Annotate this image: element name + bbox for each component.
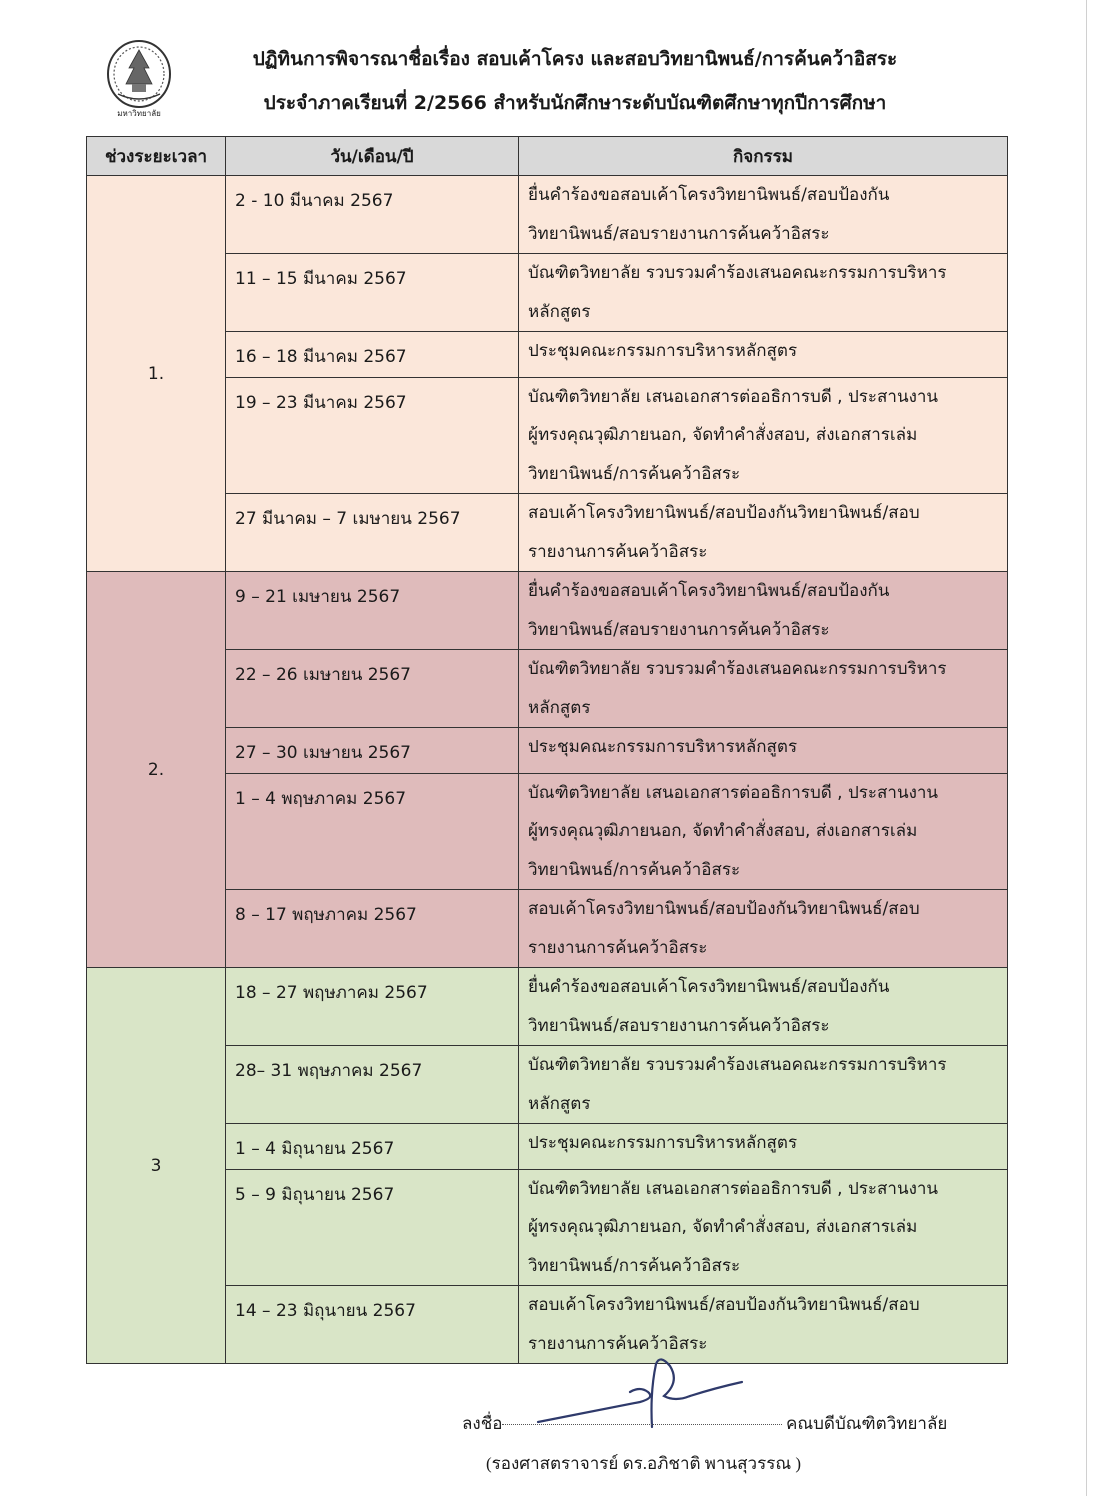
table-header-row [87,137,1008,176]
activity-line: สอบเค้าโครงวิทยานิพนธ์/สอบป้องกันวิทยานิพนธ์/สอบ [528,503,920,523]
date-cell [226,728,519,774]
page-edge [1086,0,1087,1496]
activity-cell [519,650,1008,728]
period-cell: 2. [87,572,226,968]
activity-line: สอบเค้าโครงวิทยานิพนธ์/สอบป้องกันวิทยานิพนธ์/สอบ [528,899,920,919]
activity-line: สอบเค้าโครงวิทยานิพนธ์/สอบป้องกันวิทยานิพนธ์/สอบ [528,1295,920,1315]
activity-cell [519,773,1008,890]
date-text: 27 – 30 เมษายน 2567 [235,743,411,763]
table-row [87,332,1008,378]
date-text: 8 – 17 พฤษภาคม 2567 [235,905,417,925]
column-header-period: ช่วงระยะเวลา [87,137,226,176]
activity-cell [519,1124,1008,1170]
activity-line: บัณฑิตวิทยาลัย เสนอเอกสารต่ออธิการบดี , ประสานงาน [528,1178,939,1199]
activity-line: บัณฑิตวิทยาลัย รวบรวมคำร้องเสนอคณะกรรมการบริหาร [528,1055,947,1075]
activity-line: บัณฑิตวิทยาลัย เสนอเอกสารต่ออธิการบดี , ประสานงาน [528,782,939,803]
activity-line: วิทยานิพนธ์/การค้นคว้าอิสระ [528,1255,741,1276]
column-header-date: วัน/เดือน/ปี [226,137,519,176]
activity-line: ยื่นคำร้องขอสอบเค้าโครงวิทยานิพนธ์/สอบป้องกัน [528,977,890,997]
table-row [87,650,1008,728]
date-cell [226,254,519,332]
date-text: 5 – 9 มิถุนายน 2567 [235,1184,395,1205]
table-row [87,494,1008,572]
activity-line: บัณฑิตวิทยาลัย รวบรวมคำร้องเสนอคณะกรรมการบริหาร [528,659,947,679]
activity-line: วิทยานิพนธ์/สอบรายงานการค้นคว้าอิสระ [528,1015,830,1036]
date-text: 1 – 4 พฤษภาคม 2567 [235,788,407,809]
date-text: 9 – 21 เมษายน 2567 [235,587,401,607]
date-text: 2 - 10 มีนาคม 2567 [235,191,394,211]
table-row [87,968,1008,1046]
activity-line: ประชุมคณะกรรมการบริหารหลักสูตร [528,341,798,361]
schedule-table [86,136,1008,1364]
activity-line: ประชุมคณะกรรมการบริหารหลักสูตร [528,737,798,757]
activity-line: หลักสูตร [528,697,591,718]
activity-line: ยื่นคำร้องขอสอบเค้าโครงวิทยานิพนธ์/สอบป้องกัน [528,581,890,601]
table-row [87,377,1008,494]
activity-line: ผู้ทรงคุณวุฒิภายนอก, จัดทำคำสั่งสอบ, ส่งเอกสารเล่ม [528,425,918,445]
table-row [87,572,1008,650]
activity-line: วิทยานิพนธ์/การค้นคว้าอิสระ [528,859,741,880]
svg-text:มหาวิทยาลัย: มหาวิทยาลัย [117,109,161,118]
signature-dotted-line [502,1424,782,1425]
date-text: 11 – 15 มีนาคม 2567 [235,269,407,289]
date-text: 22 – 26 เมษายน 2567 [235,665,411,685]
activity-cell [519,728,1008,774]
table-row [87,254,1008,332]
activity-line: บัณฑิตวิทยาลัย รวบรวมคำร้องเสนอคณะกรรมการบริหาร [528,263,947,283]
activity-line: วิทยานิพนธ์/การค้นคว้าอิสระ [528,463,741,484]
activity-line: ผู้ทรงคุณวุฒิภายนอก, จัดทำคำสั่งสอบ, ส่งเอกสารเล่ม [528,1217,918,1237]
activity-cell [519,572,1008,650]
table-row [87,773,1008,890]
activity-line: ประชุมคณะกรรมการบริหารหลักสูตร [528,1133,798,1153]
period-cell: 1. [87,176,226,572]
handwritten-signature [530,1352,780,1444]
date-text: 16 – 18 มีนาคม 2567 [235,347,407,367]
date-cell [226,773,519,890]
table-row [87,1124,1008,1170]
activity-cell [519,494,1008,572]
activity-cell [519,377,1008,494]
date-text: 28– 31 พฤษภาคม 2567 [235,1061,423,1081]
date-cell [226,377,519,494]
activity-line: หลักสูตร [528,1093,591,1114]
date-cell [226,890,519,968]
date-cell [226,968,519,1046]
date-cell [226,1169,519,1286]
table-row [87,176,1008,254]
document-title-line2: ประจำภาคเรียนที่ 2/2566 สำหรับนักศึกษาระดับบัณฑิตศึกษาทุกปีการศึกษา [263,92,887,114]
activity-line: วิทยานิพนธ์/สอบรายงานการค้นคว้าอิสระ [528,619,830,640]
activity-line: รายงานการค้นคว้าอิสระ [528,541,708,562]
activity-cell [519,1046,1008,1124]
activity-line: บัณฑิตวิทยาลัย เสนอเอกสารต่ออธิการบดี , ประสานงาน [528,386,939,407]
signer-name: (รองศาสตราจารย์ ดร.อภิชาติ พานสุวรรณ ) [486,1454,802,1473]
date-cell [226,494,519,572]
activity-line: ผู้ทรงคุณวุฒิภายนอก, จัดทำคำสั่งสอบ, ส่งเอกสารเล่ม [528,821,918,841]
activity-cell [519,332,1008,378]
activity-cell [519,176,1008,254]
activity-cell [519,254,1008,332]
date-cell [226,1286,519,1364]
date-text: 14 – 23 มิถุนายน 2567 [235,1301,416,1321]
date-cell [226,650,519,728]
date-text: 1 – 4 มิถุนายน 2567 [235,1139,395,1159]
table-row [87,728,1008,774]
date-cell [226,176,519,254]
period-cell: 3 [87,968,226,1364]
date-cell [226,572,519,650]
activity-line: หลักสูตร [528,301,591,322]
activity-cell [519,1169,1008,1286]
activity-line: ยื่นคำร้องขอสอบเค้าโครงวิทยานิพนธ์/สอบป้องกัน [528,185,890,205]
activity-line: รายงานการค้นคว้าอิสระ [528,1333,708,1354]
date-cell [226,1124,519,1170]
table-row [87,1169,1008,1286]
column-header-activity: กิจกรรม [519,137,1008,176]
sign-label: ลงชื่อ [462,1414,503,1433]
date-text: 18 – 27 พฤษภาคม 2567 [235,983,428,1003]
activity-cell [519,968,1008,1046]
date-text: 19 – 23 มีนาคม 2567 [235,392,407,413]
date-text: 27 มีนาคม – 7 เมษายน 2567 [235,509,461,529]
document-title-line1: ปฏิทินการพิจารณาชื่อเรื่อง สอบเค้าโครง และสอบวิทยานิพนธ์/การค้นคว้าอิสระ [252,48,898,70]
activity-line: วิทยานิพนธ์/สอบรายงานการค้นคว้าอิสระ [528,223,830,244]
table-row [87,890,1008,968]
activity-cell [519,890,1008,968]
date-cell [226,1046,519,1124]
activity-line: รายงานการค้นคว้าอิสระ [528,937,708,958]
signer-position: คณบดีบัณฑิตวิทยาลัย [786,1414,948,1433]
date-cell [226,332,519,378]
table-row [87,1046,1008,1124]
